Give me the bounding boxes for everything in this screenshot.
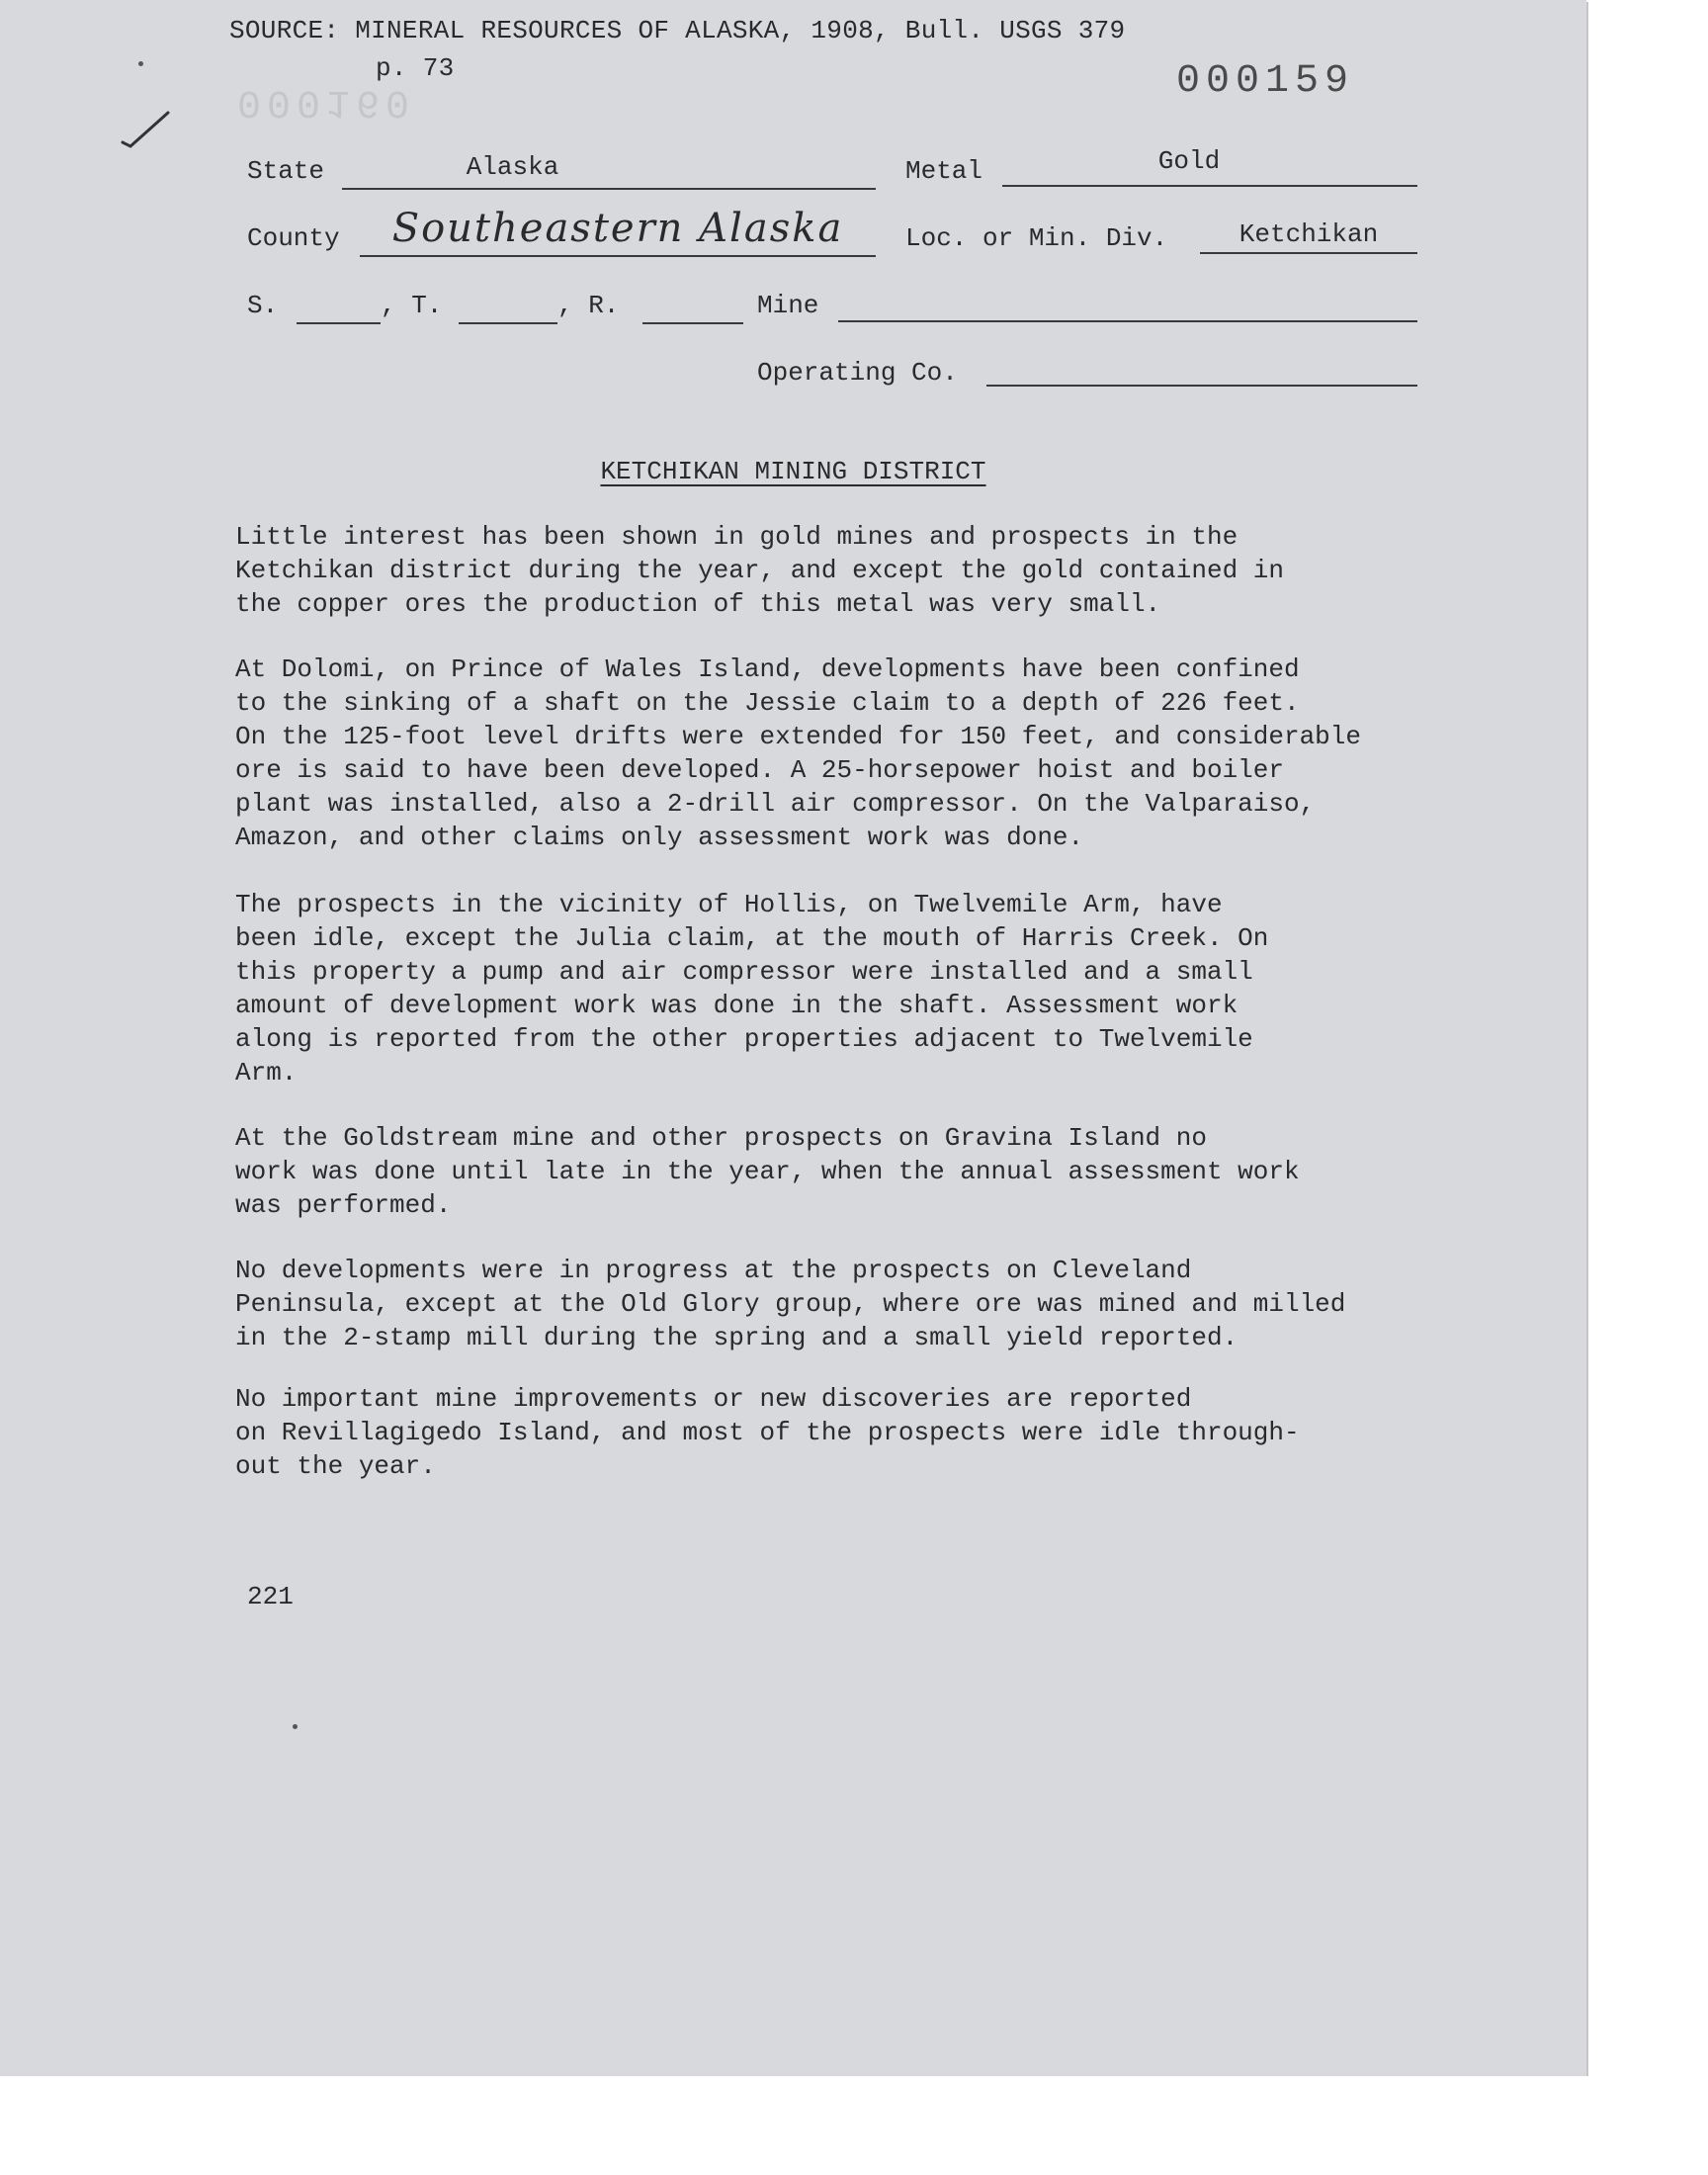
mine-label: Mine <box>757 291 819 320</box>
paragraph-5: No developments were in progress at the prospects on Cleveland Peninsula, except at the Old Glory group, where ore was mined and milled in the 2-stamp mill during the spring and a small yield reported. <box>235 1256 1346 1352</box>
loc-label: Loc. or Min. Div. <box>905 223 1168 253</box>
paragraph-2: At Dolomi, on Prince of Wales Island, developments have been confined to the sinking of a shaft on the Jessie claim to a depth of 226 feet. On the 125-foot level drifts were extended for 150 feet, and considerable ore is said to have been developed. A 25-horsepower hoist and boiler plant was installed, also a 2-drill air compressor. On the Valparaiso, Amazon, and other claims only assessment work was done. <box>235 654 1361 852</box>
township-line <box>459 322 557 324</box>
paragraph-1: Little interest has been shown in gold mines and prospects in the Ketchikan district during the year, and except the gold contained in the copper ores the production of this metal was very small. <box>235 522 1284 619</box>
county-label: County <box>247 223 340 253</box>
state-value: Alaska <box>466 152 559 182</box>
paragraph-3: The prospects in the vicinity of Hollis, on Twelvemile Arm, have been idle, except the Julia claim, at the mouth of Harris Creek. On this property a pump and air compressor were installed and a small amount of development work was done in the shaft. Assessment work along is reported from the other properties adjacent to Twelvemile Arm. <box>235 890 1269 1088</box>
section-label: S. <box>247 291 279 320</box>
mine-line <box>838 320 1417 322</box>
page-reference: p. 73 <box>376 53 455 83</box>
metal-value: Gold <box>1157 146 1221 176</box>
paragraph-6: No important mine improvements or new discoveries are reported on Revillagigedo Island, and most of the prospects were idle through- out the year. <box>235 1384 1300 1481</box>
range-label: , R. <box>557 291 620 320</box>
loc-line <box>1200 252 1417 254</box>
check-mark-icon <box>121 107 170 152</box>
metal-label: Metal <box>905 156 983 186</box>
source-line: SOURCE: MINERAL RESOURCES OF ALASKA, 1908, Bull. USGS 379 <box>229 16 1126 45</box>
page-number: 221 <box>247 1582 294 1611</box>
speck <box>293 1724 298 1729</box>
operating-co-label: Operating Co. <box>757 358 958 388</box>
operating-co-line <box>986 385 1417 387</box>
district-heading <box>0 457 1586 486</box>
speck <box>138 61 143 66</box>
county-line <box>360 255 876 257</box>
state-label: State <box>247 156 325 186</box>
state-line <box>342 188 876 190</box>
range-line <box>642 322 743 324</box>
stamp-number: 000159 <box>1176 59 1355 104</box>
metal-line <box>1002 185 1417 187</box>
bleed-through-number: 000160 <box>237 79 416 124</box>
paragraph-4: At the Goldstream mine and other prospects on Gravina Island no work was done until late in the year, when the annual assessment work was performed. <box>235 1123 1300 1220</box>
county-handwritten-value: Southeastern Alaska <box>391 206 844 251</box>
section-line <box>297 322 381 324</box>
loc-value: Ketchikan <box>1238 219 1379 249</box>
scan-margin <box>0 2076 1708 2175</box>
township-label: , T. <box>381 291 443 320</box>
district-heading-text: KETCHIKAN MINING DISTRICT <box>600 457 986 486</box>
